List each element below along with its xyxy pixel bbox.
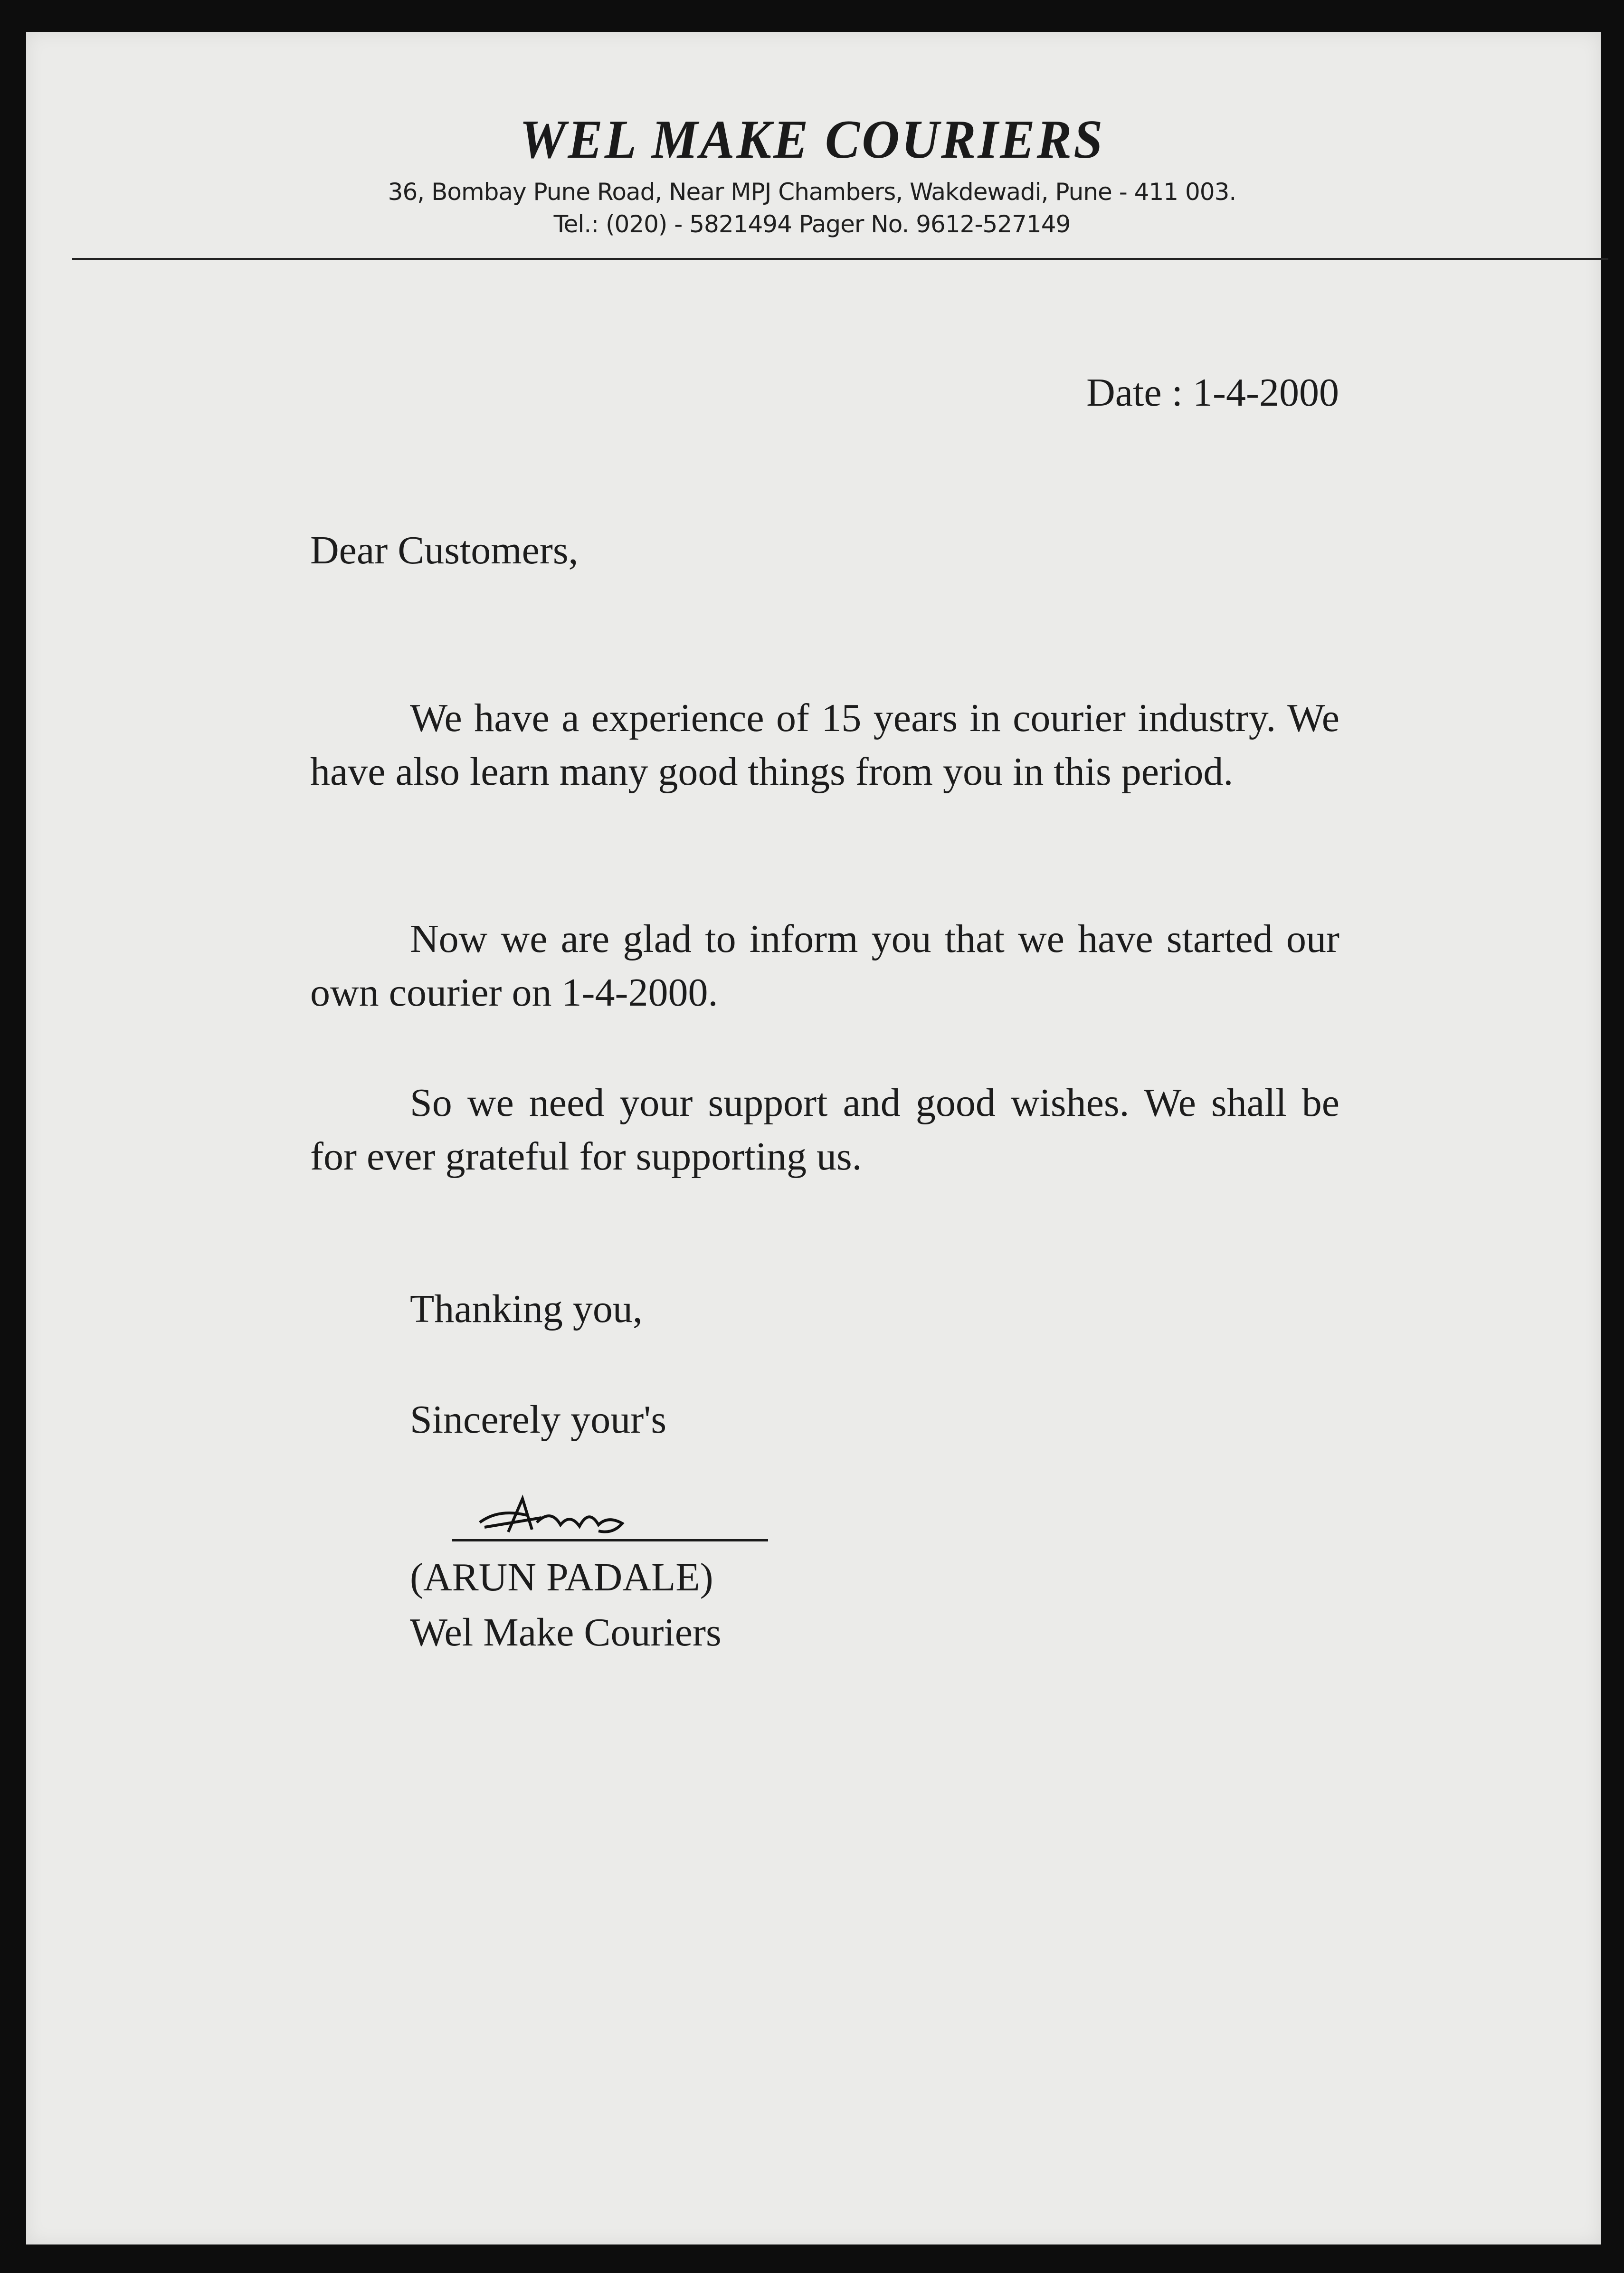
signatory-name: (ARUN PADALE) bbox=[410, 1555, 713, 1599]
paragraph-2: Now we are glad to inform you that we have started our own courier on 1-4-2000. bbox=[310, 917, 1339, 1015]
salutation: Dear Customers, bbox=[310, 528, 579, 572]
closing: Thanking you, bbox=[410, 1287, 643, 1331]
signoff: Sincerely your's bbox=[410, 1398, 667, 1442]
signatory-company: Wel Make Couriers bbox=[410, 1610, 722, 1655]
paragraph-3: So we need your support and good wishes. We shall be for ever grateful for supporting us. bbox=[310, 1081, 1339, 1179]
paragraph-1: We have a experience of 15 years in courier industry. We have also learn many good things from you in this period. bbox=[310, 696, 1339, 794]
company-name: WEL MAKE COURIERS bbox=[519, 108, 1105, 170]
company-address: 36, Bombay Pune Road, Near MPJ Chambers, Wakdewadi, Pune - 411 003. bbox=[388, 178, 1236, 206]
signature-line bbox=[452, 1539, 768, 1541]
signature bbox=[470, 1489, 670, 1541]
header-divider bbox=[72, 258, 1608, 260]
letter-date: Date : 1-4-2000 bbox=[1086, 371, 1339, 415]
company-contact: Tel.: (020) - 5821494 Pager No. 9612-527149 bbox=[553, 210, 1071, 238]
